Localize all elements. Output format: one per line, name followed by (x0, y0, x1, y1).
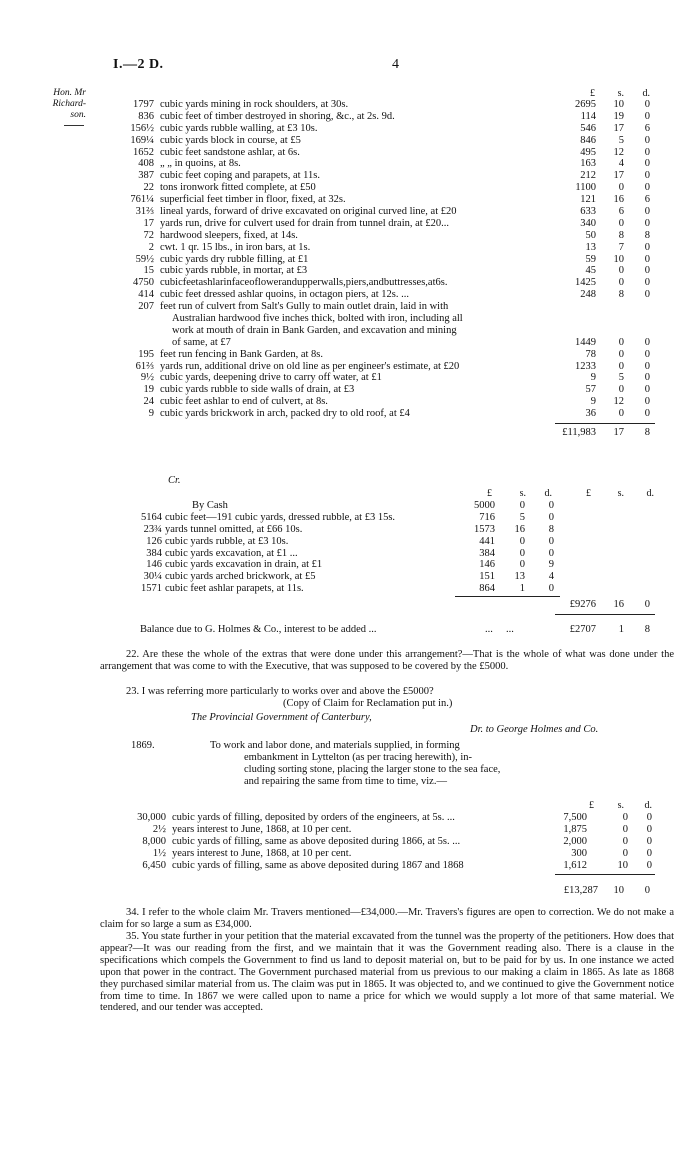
shillings: 5 (618, 134, 624, 146)
margin-rule (64, 125, 84, 126)
shillings: 0 (622, 835, 628, 847)
table-row (110, 123, 670, 135)
claim-table (124, 812, 664, 871)
pounds: 78 (585, 348, 596, 360)
pounds: 151 (479, 571, 495, 583)
description: cubic yards, deepening drive to carry off water, at £1 (160, 372, 382, 384)
margin-note-line: Hon. Mr Richard- (52, 88, 86, 109)
quantity: 195 (138, 348, 154, 360)
pence: 0 (644, 110, 650, 122)
total-shillings: 17 (613, 427, 624, 439)
table-row (110, 361, 670, 373)
claim-intro-line: and repairing the same from time to time, viz.— (244, 775, 447, 787)
balance-pence: 8 (644, 624, 650, 635)
shillings: 5 (519, 511, 525, 523)
quantity: 17 (143, 217, 154, 229)
quantity: 126 (146, 535, 162, 547)
claim-rule (555, 874, 655, 875)
claim-intro-line: To work and labor done, and materials supplied, in forming (210, 740, 460, 751)
total-pounds: £11,983 (562, 427, 596, 439)
shillings: 0 (618, 217, 624, 229)
credit-total-pounds: £9276 (569, 599, 596, 610)
credit-row (140, 583, 570, 595)
claim-year: 1869. (131, 740, 155, 751)
balance-text: Balance due to G. Holmes & Co., interest to be added ... (140, 624, 377, 635)
description: cubic yards brickwork in arch, packed dry to old roof, at £4 (160, 408, 410, 420)
credit-table (140, 500, 570, 595)
credit-row (140, 500, 570, 512)
quantity: 1½ (152, 847, 166, 859)
shillings: 10 (617, 859, 628, 871)
shillings: 0 (618, 265, 624, 277)
paragraph-23-text: 23. I was referring more particularly to works over and above the £5000? (126, 686, 434, 697)
credit-row (140, 571, 570, 583)
description: superficial feet timber in floor, fixed, at 32s. (160, 194, 346, 206)
quantity: 30,000 (137, 812, 166, 823)
quantity: 24 (143, 396, 154, 408)
pounds: 495 (580, 146, 596, 158)
total-pence: 8 (644, 427, 650, 439)
description: cubic feet sandstone ashlar, at 6s. (160, 146, 300, 158)
credit-row (140, 559, 570, 571)
pounds: 163 (580, 158, 596, 170)
description: cubic feet of timber destroyed in shoring, &c., at 2s. 9d. (160, 110, 395, 122)
pence: 0 (644, 372, 650, 384)
quantity: 2½ (152, 823, 166, 835)
balance-rule (555, 614, 655, 615)
pounds: 50 (585, 229, 596, 241)
claim-row (124, 860, 664, 872)
pounds: 864 (479, 583, 495, 595)
pounds: 146 (479, 559, 495, 571)
pounds-head: £ (590, 88, 595, 99)
shillings: 16 (613, 194, 624, 206)
quantity: 169¼ (130, 134, 154, 146)
pounds: 1233 (575, 360, 596, 372)
page: I.—2 D. 4 Hon. Mr Richard- son. £ s. d. 1797 cubic yards mining in rock shoulders, at 30s. 2695 10 0 836 cubic feet of timber destroyed in shoring, &c., at 2s. 9d. 114 19 0 156½ cubic yards rubble walling, at £3 10s. 546 17 6 169¼ cubic yards block in course, at £5 846 5 0 1652 cubic feet sandstone ashlar, at 6s. 495 12 0 408 „ „ in quoins, at 8s. 163 4 0 387 cubic feet coping and parapets, at 11s. 212 17 0 22 tons ironwork fitted complete, at £50 1100 0 0 761¼ superficial feet timber in floor, fixed, at 32s. 121 16 6 31⅔ lineal yards, forward of drive excavated on original curved line, at £20 633 6 0 17 yards run, drive for culvert used for drain from tunnel drain, at £20... 340 0 0 72 hardwood sleepers, fixed, at 14s. 50 8 8 2 cwt. 1 qr. 15 lbs., in iron bars, at 1s. 13 7 0 59½ cubic yards dry rubble filling, at £1 59 10 0 15 cubic yards rubble, in mortar, at £3 45 0 0 4750 cubicfeetashlarinfaceoflowerandupperwalls,piers,andbuttresses,at6s. 1425 0 0 414 cubic feet dressed ashlar quoins, in octagon piers, at 12s. ... 248 8 0 207 feet run of culvert from Salt's Gully to main outlet drain, laid in with Australian hardwood five inches thick, bolted with iron, including all work at mouth of drain in Bank Garden, and excavation and mining 1449 0 0 of same, at £7 195 feet run fencing in Bank Garden, at 8s. 78 0 0 61⅔ yards run, additional drive on old line as per engineer's estimate, at £20 1233 0 0 9½ cubic yards, deepening drive to carry off water, at £1 9 5 0 19 cubic yards rubble to side walls of drain, at £3 57 0 0 24 cubic feet ashlar to end of culvert, at 8s. 9 12 0 9 cubic yards brickwork in arch, packed dry to old roof, at £4 36 0 0 £11,983 17 8 Cr. £ s. d. £ s. d. By Cash 5000 0 0 5164 cubic feet—191 cubic yards, dressed rubble, at £3 15s. 716 5 0 23¾ yards tunnel omitted, at £66 10s. 1573 16 8 126 cubic yards rubble, at £3 10s. 441 0 0 384 cubic yards excavation, at £1 ... 384 0 0 146 cubic yards excavation in drain, at £1 146 0 9 30¼ cubic yards arched brickwork, at £5 151 13 4 1571 cubic feet ashlar parapets, at 11s. 864 1 0 £9276 16 0 Balance due to G. Holmes & Co., interest to be added ... ... ... £2707 1 8 22. Are these the whole of the extras that were done under this arrangement?—That is the whole of what was done under the arrangement that was come to with the Executive, that was supposed to be covered by the £5000. 23. I was referring more particularly to works over and above the £5000? (Copy of Claim for Reclamation put in.) The Provincial Government of Canterbury, Dr. to George Holmes and Co. 1869. To work and labor done, and materials supplied, in forming embankment in Lyttelton (as per tracing herewith), in- cluding sorting stone, placing the larger stone to the sea face, and repairing the same from time to time, viz.— £ s. d. 30,000 cubic yards of filling, deposited by orders of the engineers, at 5s. ... 7,500 0 0 2½ years interest to June, 1868, at 10 per cent. 1,875 0 0 8,000 cubic yards of filling, same as above deposited during 1866, at 5s. ... 2,000 0 0 1½ years interest to June, 1868, at 10 per cent. 300 0 0 6,450 cubic yards of filling, same as above deposited during 1867 and 1868 1,612 10 0 £13,287 10 0 34. I refer to the whole claim Mr. Travers mentioned—£34,000.—Mr. Travers's figures are open to correction. We do not make a claim for so large a sum as £34,000. 35. You state further in your petition that the material excavated from the tunnel was the property of the petitioners. How does that appear?—It was our reading from the first, and we maintain that it was the Government reading also. There is a clause in the specifications which compels the Government to find us land to deposit material on, but to be paid for by us. In one instance we acted upon that power in the contract. The Government purchased material from us previous to our making a claim in 1865. As late as 1868 they purchased similar material from us. The claim was put in 1865. It was objected to, and we continued to give the Government notice from time to time. In 1867 we were called upon to name a price for which we would supply a lot more of that same material. We tendered, and our tender was accepted. (0, 0, 700, 1149)
description: „ „ in quoins, at 8s. (160, 158, 241, 170)
description: cubic yards of filling, same as above deposited during 1867 and 1868 (172, 859, 464, 871)
description: cubic feet coping and parapets, at 11s. (160, 170, 320, 182)
pence-head: d. (544, 488, 552, 499)
pence: 0 (548, 547, 554, 559)
pence: 0 (644, 158, 650, 170)
table-row (110, 289, 670, 301)
pence: 0 (644, 146, 650, 158)
quantity: 207 (138, 301, 154, 313)
quantity: 156½ (130, 122, 154, 134)
shillings: 0 (622, 823, 628, 835)
claim-row (124, 824, 664, 836)
table-row (110, 396, 670, 408)
shillings: 10 (613, 253, 624, 265)
description: cubic yards excavation, at £1 ... (165, 547, 298, 559)
table-row (110, 135, 670, 147)
description: cubic yards rubble, at £3 10s. (165, 535, 289, 547)
shillings: 8 (618, 229, 624, 241)
shillings: 0 (618, 182, 624, 194)
pounds: 59 (585, 253, 596, 265)
shillings: 16 (514, 523, 525, 535)
pounds: 1100 (575, 182, 596, 194)
quantity: 1797 (133, 99, 154, 110)
claim-intro-line: embankment in Lyttelton (as per tracing herewith), in- (244, 751, 473, 763)
claim-debtor: Dr. to George Holmes and Co. (470, 724, 599, 735)
claim-government: The Provincial Government of Canterbury, (191, 712, 372, 723)
description: cubic yards rubble, in mortar, at £3 (160, 265, 308, 277)
pence: 0 (644, 265, 650, 277)
claim-intro (210, 740, 500, 788)
pence: 9 (548, 559, 554, 571)
shillings: 0 (618, 408, 624, 420)
shillings: 12 (613, 146, 624, 158)
table-row (110, 99, 670, 111)
pence: 0 (646, 859, 652, 871)
description: cubicfeetashlarinfaceoflowerandupperwalls,piers,andbuttresses,at6s. (160, 277, 448, 289)
description: By Cash (192, 500, 228, 511)
balance-pounds: £2707 (569, 624, 596, 635)
shillings: 0 (618, 384, 624, 396)
table-row (110, 277, 670, 289)
table-row (110, 254, 670, 266)
shillings: 0 (622, 812, 628, 823)
description: hardwood sleepers, fixed, at 14s. (160, 229, 298, 241)
page-number: 4 (392, 57, 399, 72)
shillings: 8 (618, 289, 624, 301)
pence: 0 (644, 134, 650, 146)
paragraph-22-text: 22. Are these the whole of the extras that were done under this arrangement?—That is the whole of what was done under the arrangement that was come to with the Executive, that was supposed to be covered by the £5000. (100, 649, 674, 672)
pounds: 7,500 (563, 812, 587, 823)
pence: 0 (644, 241, 650, 253)
pounds: 13 (585, 241, 596, 253)
credit-row (140, 548, 570, 560)
quantity: 22 (143, 182, 154, 194)
description: cubic yards dry rubble filling, at £1 (160, 253, 309, 265)
pence: 0 (644, 348, 650, 360)
quantity: 761¼ (130, 194, 154, 206)
pounds-head: £ (589, 800, 594, 811)
quantity: 30¼ (143, 571, 162, 583)
margin-note-line: son. (70, 110, 86, 120)
description: yards run, additional drive on old line as per engineer's estimate, at £20 (160, 360, 460, 372)
pounds: 212 (580, 170, 596, 182)
debit-table (110, 99, 670, 439)
claim-row (124, 848, 664, 860)
pounds: 2,000 (563, 835, 587, 847)
total-row (110, 427, 670, 439)
quantity: 1571 (141, 583, 162, 595)
credit-heading: Cr. (168, 475, 181, 486)
quantity: 23¾ (143, 523, 162, 535)
balance-shillings: 1 (618, 624, 624, 635)
pence: 0 (644, 206, 650, 218)
table-row (110, 325, 670, 337)
pence: 0 (548, 535, 554, 547)
credit-row (140, 536, 570, 548)
shillings: 0 (618, 360, 624, 372)
pounds: 57 (585, 384, 596, 396)
quantity: 146 (146, 559, 162, 571)
table-row (110, 349, 670, 361)
shillings: 6 (618, 206, 624, 218)
pence: 0 (644, 396, 650, 408)
quantity: 836 (138, 110, 154, 122)
margin-note (30, 88, 86, 126)
credit-row (140, 512, 570, 524)
description: cubic yards excavation in drain, at £1 (165, 559, 323, 571)
table-row (110, 158, 670, 170)
quantity: 408 (138, 158, 154, 170)
description: cubic feet—191 cubic yards, dressed rubble, at £3 15s. (165, 511, 396, 523)
table-row (110, 170, 670, 182)
pence: 0 (644, 408, 650, 420)
pence: 4 (548, 571, 554, 583)
claim-row (124, 812, 664, 824)
pence: 8 (644, 229, 650, 241)
table-row (110, 301, 670, 313)
quantity: 387 (138, 170, 154, 182)
pence: 6 (644, 194, 650, 206)
pounds: 441 (479, 535, 495, 547)
description: cubic yards of filling, deposited by orders of the engineers, at 5s. ... (172, 812, 455, 823)
description: cubic yards rubble to side walls of drain, at £3 (160, 384, 355, 396)
shillings: 5 (618, 372, 624, 384)
pounds: 9 (590, 372, 596, 384)
pence-head: d. (646, 488, 654, 499)
shillings: 19 (613, 110, 624, 122)
shillings: 7 (618, 241, 624, 253)
paragraph-35 (100, 931, 674, 1014)
table-row (110, 111, 670, 123)
shillings: 0 (519, 559, 525, 571)
table-row (110, 408, 670, 420)
pounds: 114 (580, 110, 596, 122)
paragraph-35-text: 35. You state further in your petition that the material excavated from the tunnel was the property of the petitioners. How does that appear?—It was our reading from the first, and we maintain that it was the Government reading also. There is a clause in the specifications which compels the Government to find us land to deposit material on, but to be paid for by us. In one instance we acted upon that power in the contract. The Government purchased material from us previous to our making a claim in 1865. As late as 1868 they purchased similar material from us. The claim was put in 1865. It was objected to, and we continued to give the Government notice from time to time. In 1867 we were called upon to name a price for which we would supply a lot more of that same material. We tendered, and our tender was accepted. (100, 931, 674, 1014)
claim-row (124, 836, 664, 848)
pence: 0 (548, 500, 554, 511)
description: work at mouth of drain in Bank Garden, and excavation and mining (172, 324, 457, 336)
description: cubic yards rubble walling, at £3 10s. (160, 122, 318, 134)
pounds: 633 (580, 206, 596, 218)
quantity: 5164 (141, 511, 162, 523)
table-row (110, 242, 670, 254)
shillings: 1 (519, 583, 525, 595)
description: cubic feet dressed ashlar quoins, in octagon piers, at 12s. ... (160, 289, 410, 301)
pence: 0 (644, 217, 650, 229)
pence: 0 (548, 511, 554, 523)
table-row (110, 182, 670, 194)
table-row (110, 194, 670, 206)
description: yards tunnel omitted, at £66 10s. (165, 523, 303, 535)
description: feet run fencing in Bank Garden, at 8s. (160, 348, 323, 360)
claim-total-pounds: £13,287 (563, 885, 598, 896)
shillings-head: s. (519, 488, 526, 499)
pounds: 1,612 (563, 859, 587, 871)
quantity: 19 (143, 384, 154, 396)
credit-total-shillings: 16 (613, 599, 624, 610)
credit-rule (455, 596, 560, 597)
pounds: 2695 (575, 99, 596, 110)
pounds: 248 (580, 289, 596, 301)
table-row (110, 384, 670, 396)
paragraph-34-text: 34. I refer to the whole claim Mr. Travers mentioned—£34,000.—Mr. Travers's figures are open to correction. We do not make a claim for so large a sum as £34,000. (100, 907, 674, 930)
pence: 0 (548, 583, 554, 595)
description: cubic yards arched brickwork, at £5 (165, 571, 316, 583)
pounds-head: £ (487, 488, 492, 499)
description: cubic yards mining in rock shoulders, at 30s. (160, 99, 349, 110)
pence: 0 (646, 835, 652, 847)
table-row (110, 230, 670, 242)
quantity: 2 (148, 241, 154, 253)
shillings-head: s. (617, 488, 624, 499)
claim-copy-note: (Copy of Claim for Reclamation put in.) (283, 698, 453, 709)
pounds: 45 (585, 265, 596, 277)
pence: 0 (644, 182, 650, 194)
pence: 0 (644, 170, 650, 182)
description: lineal yards, forward of drive excavated on original curved line, at £20 (160, 206, 457, 218)
shillings: 0 (618, 348, 624, 360)
pounds: 340 (580, 217, 596, 229)
pence: 6 (644, 122, 650, 134)
pounds: 1,875 (563, 823, 587, 835)
description: years interest to June, 1868, at 10 per cent. (172, 823, 352, 835)
table-row (110, 206, 670, 218)
shillings: 0 (519, 547, 525, 559)
description: cwt. 1 qr. 15 lbs., in iron bars, at 1s. (160, 241, 311, 253)
pence: 0 (644, 289, 650, 301)
pounds: 9 (590, 396, 596, 408)
shillings: 12 (613, 396, 624, 408)
table-row (110, 313, 670, 325)
paragraph-23 (100, 686, 674, 698)
pence: 0 (644, 336, 650, 348)
table-row (110, 218, 670, 230)
claim-total-shillings: 10 (613, 885, 624, 896)
document-reference: I.—2 D. (113, 57, 164, 72)
shillings: 0 (618, 336, 624, 348)
pence: 0 (644, 384, 650, 396)
pounds: 1449 (575, 336, 596, 348)
pence: 0 (644, 360, 650, 372)
description: tons ironwork fitted complete, at £50 (160, 182, 316, 194)
pounds: 384 (479, 547, 495, 559)
shillings: 0 (618, 277, 624, 289)
quantity: 4750 (133, 277, 154, 289)
pounds: 5000 (474, 500, 495, 511)
description: feet run of culvert from Salt's Gully to main outlet drain, laid in with (160, 301, 449, 313)
pounds-head: £ (586, 488, 591, 499)
pence: 0 (646, 823, 652, 835)
table-row (110, 372, 670, 384)
description: cubic feet ashlar to end of culvert, at 8s. (160, 396, 328, 408)
quantity: 15 (143, 265, 154, 277)
quantity: 59½ (135, 253, 154, 265)
pounds: 300 (571, 847, 587, 859)
table-row (110, 265, 670, 277)
description: yards run, drive for culvert used for drain from tunnel drain, at £20... (160, 217, 449, 229)
description: years interest to June, 1868, at 10 per cent. (172, 847, 352, 859)
pounds: 716 (479, 511, 495, 523)
paragraph-22 (100, 649, 674, 673)
shillings-head: s. (617, 800, 624, 811)
pence: 0 (646, 812, 652, 823)
shillings: 17 (613, 170, 624, 182)
pounds: 36 (585, 408, 596, 420)
pence: 0 (644, 277, 650, 289)
description: cubic yards of filling, same as above deposited during 1866, at 5s. ... (172, 835, 461, 847)
quantity: 1652 (133, 146, 154, 158)
shillings: 13 (514, 571, 525, 583)
shillings: 17 (613, 122, 624, 134)
description: Australian hardwood five inches thick, bolted with iron, including all (172, 313, 463, 325)
pounds: 1573 (474, 523, 495, 535)
pence: 0 (646, 847, 652, 859)
pounds: 1425 (575, 277, 596, 289)
quantity: 61⅔ (135, 360, 154, 372)
claim-intro-line: cluding sorting stone, placing the larger stone to the sea face, (244, 763, 501, 775)
quantity: 9½ (140, 372, 154, 384)
description: of same, at £7 (172, 336, 231, 348)
pounds: 121 (580, 194, 596, 206)
description: cubic feet ashlar parapets, at 11s. (165, 583, 304, 595)
paragraph-34 (100, 907, 674, 931)
credit-row (140, 524, 570, 536)
description: cubic yards block in course, at £5 (160, 134, 301, 146)
quantity: 72 (143, 229, 154, 241)
claim-total-pence: 0 (644, 885, 650, 896)
shillings: 0 (622, 847, 628, 859)
pence-head: d. (644, 800, 652, 811)
shillings: 10 (613, 99, 624, 110)
quantity: 384 (146, 547, 162, 559)
pounds: 546 (580, 122, 596, 134)
total-rule (555, 423, 655, 424)
shillings: 0 (519, 535, 525, 547)
quantity: 8,000 (142, 835, 166, 847)
shillings: 0 (519, 500, 525, 511)
pence-head: d. (642, 88, 650, 99)
shillings-head: s. (617, 88, 624, 99)
quantity: 9 (148, 408, 154, 420)
pence: 0 (644, 253, 650, 265)
shillings: 4 (618, 158, 624, 170)
pounds: 846 (580, 134, 596, 146)
pence: 0 (644, 99, 650, 110)
credit-label (168, 475, 181, 487)
quantity: 6,450 (142, 859, 166, 871)
credit-total-pence: 0 (644, 599, 650, 610)
table-row (110, 337, 670, 349)
table-row (110, 147, 670, 159)
quantity: 414 (138, 289, 154, 301)
quantity: 31⅔ (135, 206, 154, 218)
pence: 8 (548, 523, 554, 535)
